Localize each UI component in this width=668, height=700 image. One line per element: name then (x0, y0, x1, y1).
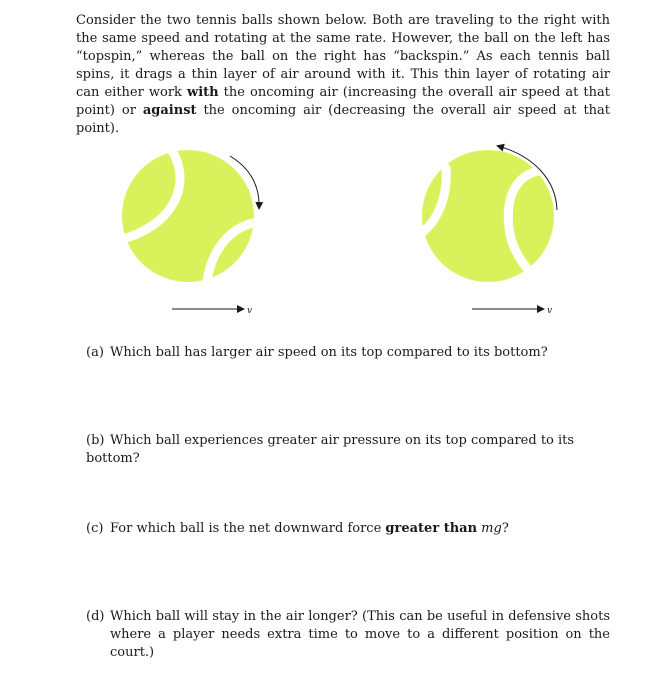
intro-bold-against: against (142, 103, 197, 118)
intro-bold-with: with (187, 85, 219, 100)
left-velocity-label: v (247, 306, 253, 316)
question-c-text-after: ? (501, 521, 509, 536)
right-velocity-label: v (547, 306, 553, 316)
question-d-text: Which ball will stay in the air longer? (This can be useful in defensive shots where a player needs extra time to move to a different position on the court.) (110, 609, 610, 660)
left-ball-body (122, 150, 254, 282)
intro-text-2: the oncoming air (increasing the overall air speed at that point) or (76, 85, 610, 118)
question-a-label: (a) (86, 345, 104, 360)
question-b-label: (b) (86, 433, 105, 448)
right-tennis-ball (420, 150, 556, 282)
question-c-text (110, 521, 509, 536)
question-b (86, 432, 610, 468)
intro-text-3: the oncoming air (decreasing the overall air speed at that point). (76, 103, 611, 136)
question-d-label: (d) (86, 609, 105, 624)
intro-text-1: Consider the two tennis balls shown below. Both are traveling to the right with the same speed and rotating at the same rate. However, the ball on the left has “topspin,” whereas the ball on the right has “backspin.” As each tennis ball spins, it drags a thin layer of air around with it. This thin layer of rotating air can either work (76, 13, 610, 100)
question-c (86, 520, 610, 538)
question-c-label: (c) (86, 521, 104, 536)
question-d (86, 608, 610, 662)
question-a-text: Which ball has larger air speed on its top compared to its bottom? (110, 345, 548, 360)
problem-statement (76, 12, 610, 138)
left-tennis-ball (122, 148, 258, 288)
question-b-text: Which ball experiences greater air pressure on its top compared to its bottom? (86, 433, 575, 466)
tennis-balls-figure (0, 130, 668, 330)
question-c-math: mg (481, 521, 502, 536)
question-c-bold: greater than (385, 521, 478, 536)
question-a (86, 344, 610, 362)
question-c-text-before: For which ball is the net downward force (110, 521, 386, 536)
